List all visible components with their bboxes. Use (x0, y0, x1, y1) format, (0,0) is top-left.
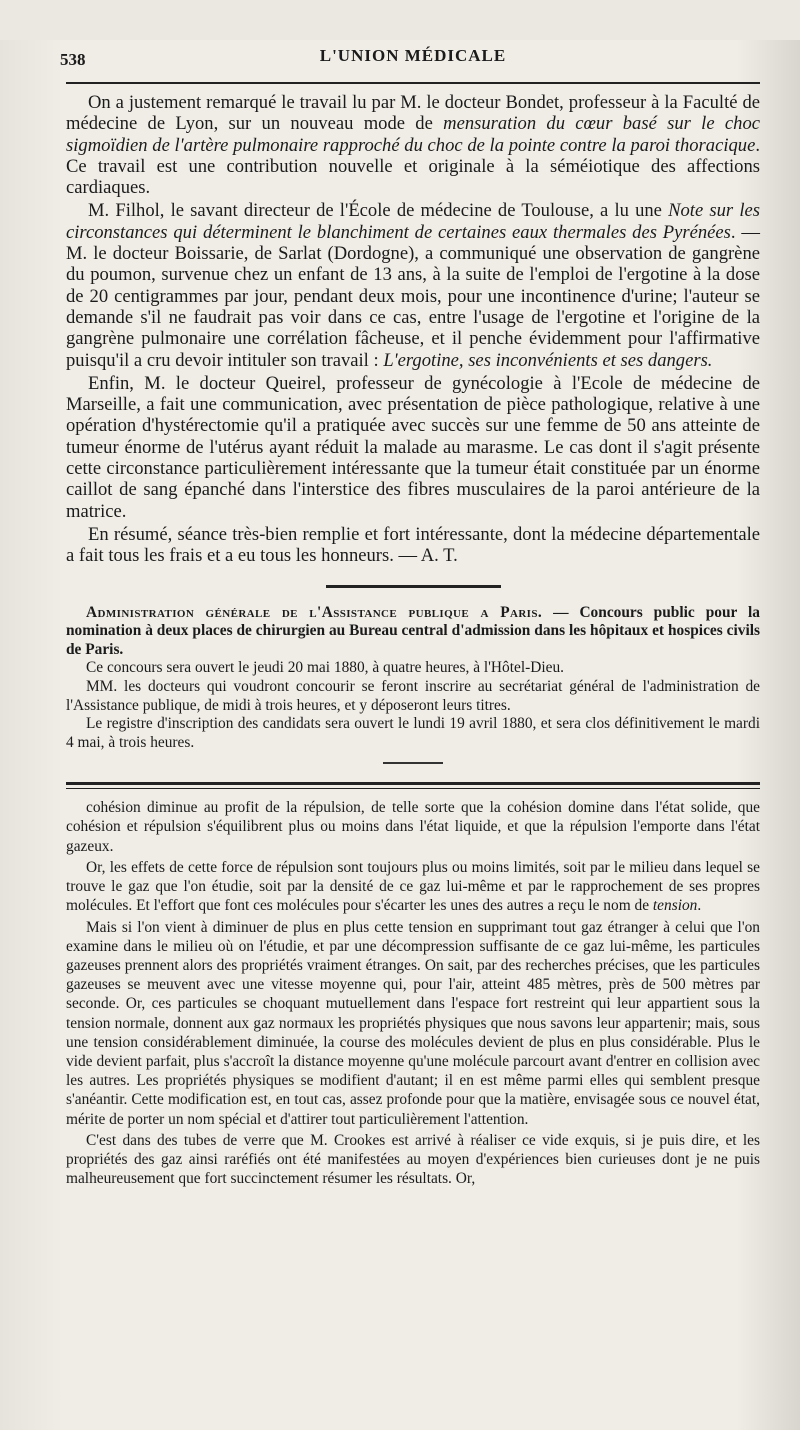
paragraph-tension (66, 858, 760, 916)
feuilleton-rule (66, 782, 760, 785)
italic-term: tension (652, 897, 698, 915)
text: M. Filhol, le savant directeur de l'École de médecine de Toulouse, a lu une (88, 200, 669, 222)
italic-title: Note sur les circonstances qui déterminent le blanchiment de certaines eaux thermales des Pyrénées (66, 200, 760, 243)
text: . Ce travail est une contribution nouvelle et originale à la séméiotique des affections cardiaques. (66, 134, 760, 199)
document-page (0, 40, 800, 1430)
running-head (60, 40, 760, 76)
notice-date: Ce concours sera ouvert le jeudi 20 mai 1880, à quatre heures, à l'Hôtel-Dieu. (86, 659, 565, 677)
notice-registration: MM. les docteurs qui voudront concourir se feront inscrire au secrétariat général de l'administration de l'Assistance publique, de midi à trois heures, et y déposeront leurs titres. (66, 677, 760, 714)
notice-lead: — Concours public pour la nomination à deux places de chirurgien au Bureau central d'admission dans les hôpitaux et hospices civils de Paris. (66, 603, 760, 658)
notice-heading (66, 604, 760, 660)
report-section (66, 92, 760, 567)
paragraph-cohesion: cohésion diminue au profit de la répulsion, de telle sorte que la cohésion domine dans l'état solide, que cohésion et répulsion s'équilibrent plus ou moins dans l'état liquide, et que la répulsion l'emporte dans l'état gazeux. (66, 799, 760, 855)
assistance-publique-notice (66, 604, 760, 753)
text: . (697, 897, 702, 915)
text: Or, les effets de cette force de répulsion sont toujours plus ou moins limités, soit par le milieu dans lequel se trouve le gaz que l'on étudie, soit par la densité de ce gaz lui-même et par le rapprochement de ses propres molécules. Et l'effort que font ces molécules pour s'écarter les unes des autres a reçu le nom de (66, 858, 760, 915)
small-separator (383, 762, 443, 764)
notice-title: Administration générale de l'Assistance publique a Paris. (86, 603, 543, 621)
italic-title: mensuration du cœur basé sur le choc sigmoïdien de l'artère pulmonaire rapproché du choc de la pointe contre la paroi thoracique (66, 113, 760, 156)
paragraph-vacuum: Mais si l'on vient à diminuer de plus en plus cette tension en supprimant tout gaz étranger à celui que l'on examine dans le milieu où on l'étudie, et par une décompression suffisante de ce gaz lui-même, les particules gazeuses prennent alors des propriétés vraiment étranges. On sait, par des recherches précises, que les particules gazeuses se meuvent avec une vitesse moyenne qui, pour l'air, atteint 485 mètres, près de 500 mètres par seconde. Or, ces particules se choquant mutuellement dans l'espace fort restreint qui leur appartient sous la tension normale, donnent aux gaz normaux les propriétés physiques que nous savons leur appartenir; mais, sous une tension considérablement diminuée, la course des molécules devient de plus en plus considérable. Plus le vide devient parfait, plus s'accroît la distance moyenne qu'une molécule parcourt avant d'entrer en collision avec les autres. Les propriétés physiques se modifient d'autant; il en est même parmi elles qui semblent presque s'anéantir. Cette modification est, en tout cas, assez profonde pour que la matière, envisagée sous ce nouvel état, mérite de porter un nom spécial et d'attirer tout particulièrement l'attention. (66, 918, 760, 1128)
italic-title: L'ergotine, ses inconvénients et ses dangers. (383, 349, 713, 371)
feuilleton-section (66, 798, 760, 1188)
paragraph-filhol (66, 200, 760, 370)
paragraph-queirel: Enfin, M. le docteur Queirel, professeur de gynécologie à l'Ecole de médecine de Marseille, a fait une communication, avec présentation de pièce pathologique, relative à une opération d'hystérectomie qu'il a pratiquée avec succès sur une femme de 50 ans atteinte de tumeur énorme de l'utérus ayant réduit la malade au marasme. Le cas dont il s'agit présente cette circonstance particulièrement intéressante que la tumeur était constituée par un énorme caillot de sang épanché dans l'interstice des fibres musculaires de la paroi antérieure de la matrice. (66, 372, 760, 522)
text: On a justement remarqué le travail lu par M. le docteur Bondet, professeur à la Faculté de médecine de Lyon, sur un nouveau mode de (66, 92, 760, 135)
journal-title: L'UNION MÉDICALE (319, 46, 507, 65)
notice-register: Le registre d'inscription des candidats sera ouvert le lundi 19 avril 1880, et sera clos définitivement le mardi 4 mai, à trois heures. (66, 715, 760, 751)
feuilleton-rule-thin (66, 788, 760, 789)
header-rule (66, 82, 760, 84)
paragraph-bondet (66, 92, 760, 198)
page-number: 538 (60, 50, 86, 69)
paragraph-crookes: C'est dans des tubes de verre que M. Crookes est arrivé à réaliser ce vide exquis, si je puis dire, et les propriétés des gaz ainsi raréfiés ont été manifestées au moyen d'expériences bien curieuses dont je ne puis malheureusement que fort succinctement résumer les résultats. Or, (66, 1131, 760, 1188)
paragraph-summary: En résumé, séance très-bien remplie et fort intéressante, dont la médecine départementale a fait tous les frais et a eu tous les honneurs. — A. T. (66, 523, 760, 567)
text: . — M. le docteur Boissarie, de Sarlat (Dordogne), a communiqué une observation de gangrène du poumon, survenue chez un enfant de 13 ans, à la suite de l'emploi de l'ergotine à la dose de 20 centigrammes par jour, pendant deux mois, pour une incontinence d'urine; l'auteur se demande s'il ne faudrait pas voir dans ce cas, entre l'usage de l'ergotine et l'origine de la gangrène pulmonaire une corrélation fâcheuse, et il penche évidemment pour l'affirmative puisqu'il a cru devoir intituler son travail : (66, 221, 761, 371)
section-separator (326, 585, 501, 588)
